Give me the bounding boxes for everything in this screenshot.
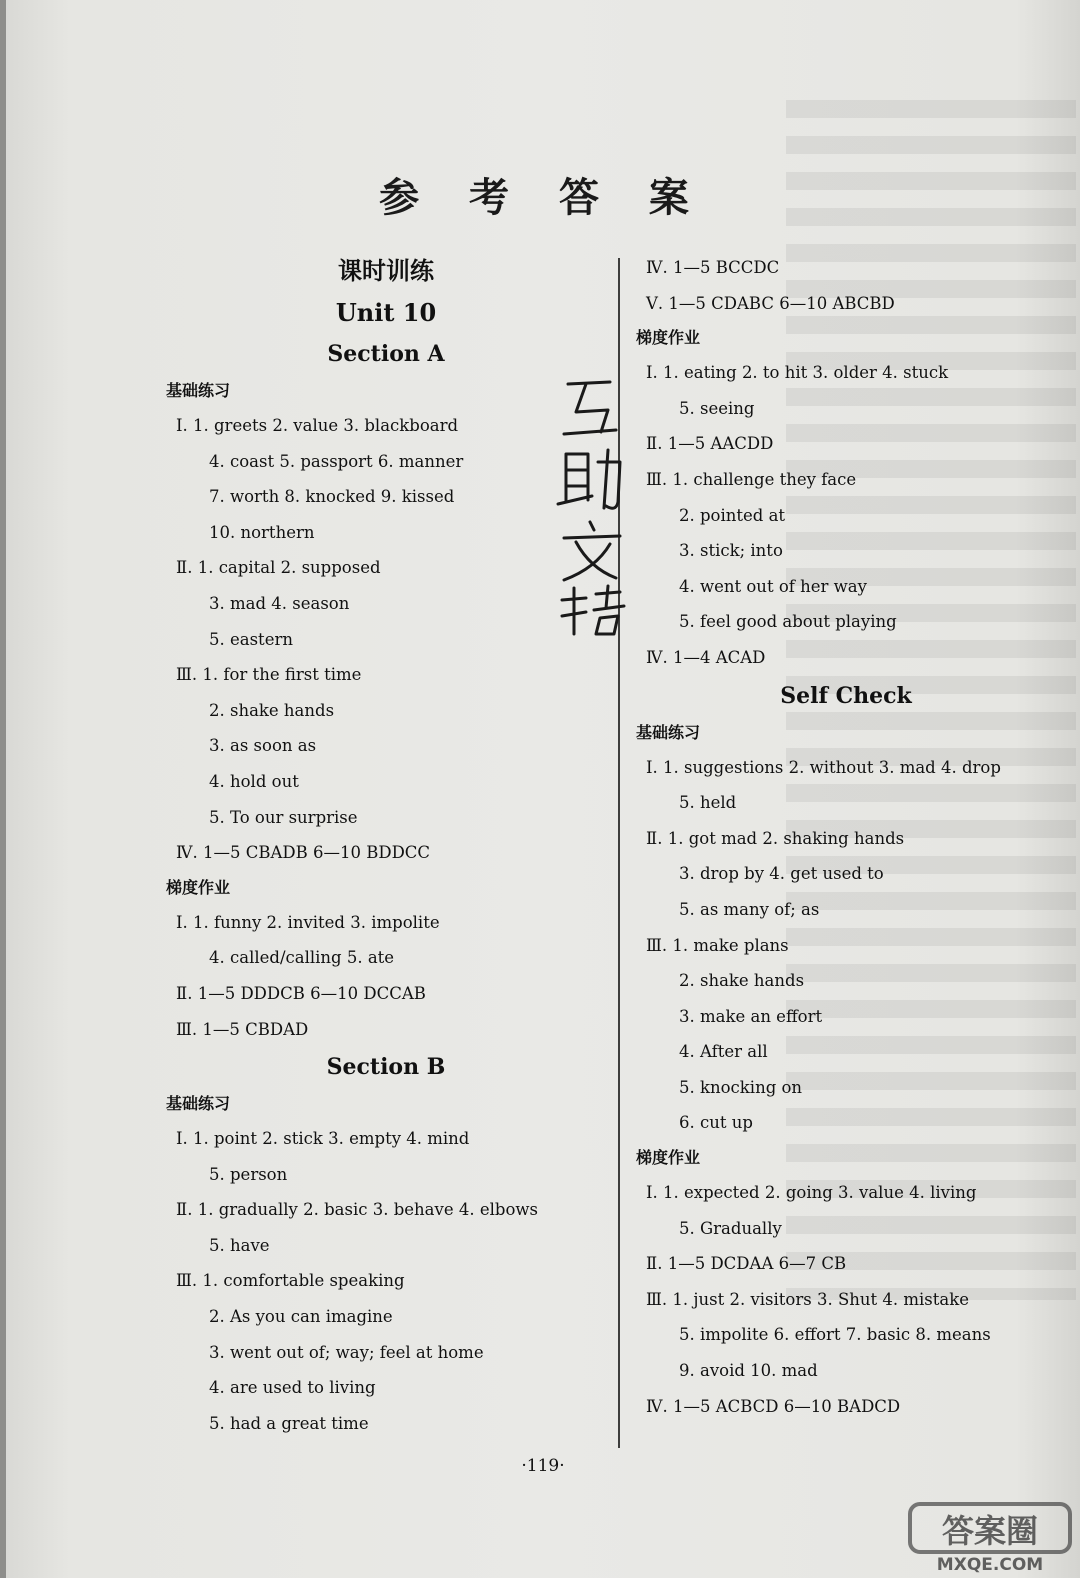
section-a-basic-list xyxy=(166,408,606,871)
answer-row: Ⅴ. 1—5 CDABC 6—10 ABCBD xyxy=(646,293,895,313)
answer-row: 3. as soon as xyxy=(209,736,317,756)
answer-row: 5. person xyxy=(209,1164,288,1184)
answer-row: 7. worth 8. knocked 9. kissed xyxy=(209,487,455,507)
answer-row: Ⅲ. 1—5 CBDAD xyxy=(176,1019,309,1039)
answer-row: 3. went out of; way; feel at home xyxy=(209,1342,484,1362)
svg-text:MXQE.COM: MXQE.COM xyxy=(936,1555,1044,1574)
section-a-heading: Section A xyxy=(327,341,445,367)
answer-row: Ⅱ. 1—5 DCDAA 6—7 CB xyxy=(646,1254,847,1274)
answer-row: 2. shake hands xyxy=(209,700,335,720)
section-b-continued-list xyxy=(636,250,1056,321)
answer-row: 5. impolite 6. effort 7. basic 8. means xyxy=(679,1325,991,1345)
page-number: ·119· xyxy=(521,1456,565,1476)
answer-row: Ⅱ. 1—5 AACDD xyxy=(646,434,774,454)
handwritten-annotation xyxy=(546,372,636,642)
answer-row: 5. have xyxy=(209,1235,270,1255)
watermark-logo xyxy=(896,1500,1076,1574)
self-check-gradient-heading: 梯度作业 xyxy=(636,1148,701,1168)
answer-row: 5. had a great time xyxy=(209,1413,369,1433)
answer-row: Ⅰ. 1. suggestions 2. without 3. mad 4. drop xyxy=(646,757,1001,777)
answer-row: 3. drop by 4. get used to xyxy=(679,864,884,884)
answer-row: 4. went out of her way xyxy=(679,576,867,596)
page-title: 参 考 答 案 xyxy=(379,174,707,221)
answer-row: 5. Gradually xyxy=(679,1218,782,1238)
answer-row: 5. eastern xyxy=(209,629,293,649)
answer-row: 5. feel good about playing xyxy=(679,612,897,632)
answer-row: 2. pointed at xyxy=(679,505,786,525)
answer-row: 3. mad 4. season xyxy=(209,593,350,613)
answer-row: 3. stick; into xyxy=(679,541,783,561)
answer-row: Ⅱ. 1. capital 2. supposed xyxy=(176,558,381,578)
answer-row: Ⅲ. 1. just 2. visitors 3. Shut 4. mistake xyxy=(646,1289,969,1309)
answer-row: Ⅳ. 1—5 BCCDC xyxy=(646,258,780,277)
answer-row: 6. cut up xyxy=(679,1113,753,1133)
section-b-gradient-heading: 梯度作业 xyxy=(636,328,701,348)
self-check-basic-list xyxy=(636,750,1056,1142)
answer-row: Ⅳ. 1—5 ACBCD 6—10 BADCD xyxy=(646,1396,901,1416)
answer-row: Ⅳ. 1—4 ACAD xyxy=(646,647,766,667)
answer-row: 2. shake hands xyxy=(679,971,805,991)
answer-row: 10. northern xyxy=(209,522,315,542)
left-column xyxy=(166,250,606,1441)
answer-row: 4. hold out xyxy=(209,771,299,791)
answer-row: 4. called/calling 5. ate xyxy=(209,948,395,968)
answer-row: 5. as many of; as xyxy=(679,899,820,919)
answer-row: Ⅱ. 1. got mad 2. shaking hands xyxy=(646,828,905,848)
section-a-gradient-heading: 梯度作业 xyxy=(166,877,231,897)
answer-row: Ⅰ. 1. point 2. stick 3. empty 4. mind xyxy=(176,1129,470,1149)
answer-row: 5. To our surprise xyxy=(209,807,358,827)
section-a-gradient-list xyxy=(166,905,606,1047)
answer-row: 2. As you can imagine xyxy=(209,1307,393,1327)
answer-row: 4. coast 5. passport 6. manner xyxy=(209,451,464,471)
self-check-heading: Self Check xyxy=(780,682,912,709)
answer-row: 4. are used to living xyxy=(209,1378,376,1398)
svg-text:答案圈: 答案圈 xyxy=(941,1512,1039,1550)
answer-row: 9. avoid 10. mad xyxy=(679,1361,818,1381)
answer-row: Ⅰ. 1. eating 2. to hit 3. older 4. stuck xyxy=(646,363,949,383)
section-b-gradient-list xyxy=(636,355,1056,675)
answer-row: 5. held xyxy=(679,793,737,813)
answer-row: Ⅱ. 1—5 DDDCB 6—10 DCCAB xyxy=(176,983,426,1003)
section-b-basic-list xyxy=(166,1121,606,1441)
answer-row: Ⅳ. 1—5 CBADB 6—10 BDDCC xyxy=(176,843,431,863)
answer-row: Ⅱ. 1. gradually 2. basic 3. behave 4. elbows xyxy=(176,1200,538,1220)
section-a-basic-heading: 基础练习 xyxy=(166,381,231,400)
answer-row: Ⅲ. 1. challenge they face xyxy=(646,469,857,489)
answer-row: 5. knocking on xyxy=(679,1077,803,1097)
unit-title: Unit 10 xyxy=(335,298,437,327)
right-column xyxy=(636,250,1056,1424)
answer-row: Ⅲ. 1. comfortable speaking xyxy=(176,1271,405,1291)
self-check-basic-heading: 基础练习 xyxy=(636,722,701,742)
answer-row: Ⅰ. 1. greets 2. value 3. blackboard xyxy=(176,416,459,435)
answer-row: Ⅲ. 1. for the first time xyxy=(176,665,362,685)
answer-page xyxy=(6,0,1080,1578)
answer-row: Ⅲ. 1. make plans xyxy=(646,935,789,955)
section-b-basic-heading: 基础练习 xyxy=(166,1094,231,1114)
self-check-gradient-list xyxy=(636,1175,1056,1424)
answer-row: 3. make an effort xyxy=(679,1006,823,1026)
answer-row: 4. After all xyxy=(679,1042,768,1062)
section-b-heading: Section B xyxy=(326,1054,446,1081)
answer-row: 5. seeing xyxy=(679,398,755,418)
course-title: 课时训练 xyxy=(338,256,434,285)
answer-row: Ⅰ. 1. expected 2. going 3. value 4. living xyxy=(646,1183,977,1203)
answer-row: Ⅰ. 1. funny 2. invited 3. impolite xyxy=(176,912,440,932)
